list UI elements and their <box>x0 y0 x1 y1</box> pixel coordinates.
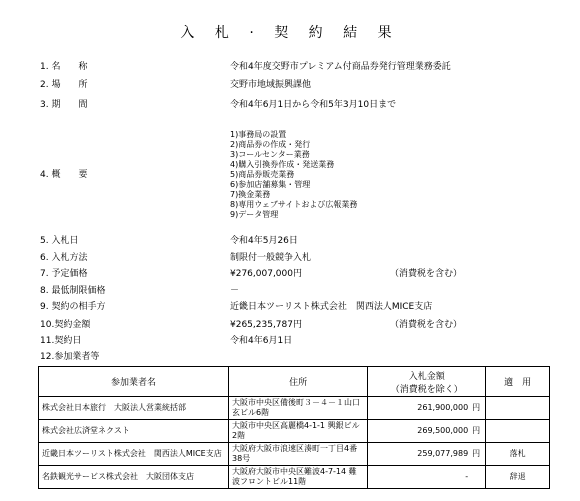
bidder-applicable: 落札 <box>486 443 550 466</box>
bidder-amount-cell <box>368 466 486 489</box>
item-contract-amount <box>40 318 550 332</box>
item-location <box>40 78 550 92</box>
item-label: 9. 契約の相手方 <box>40 302 106 312</box>
item-label: 4. 概 要 <box>40 170 88 180</box>
bidder-address: 大阪市中央区高麗橋4-1-1 興銀ビル2階 <box>228 420 367 443</box>
header-amount-line2: （消費税を除く） <box>390 384 463 395</box>
page-title: 入 札 · 契 約 結 果 <box>180 25 400 41</box>
item-value: 令和4年6月1日 <box>230 336 293 346</box>
scope-item: 4)購入引換券作成・発送業務 <box>230 160 335 169</box>
header-applicable: 適 用 <box>486 367 550 397</box>
item-value: 交野市地域振興課他 <box>230 80 312 90</box>
table-row <box>39 397 550 420</box>
item-label: 2. 場 所 <box>40 80 88 90</box>
bidder-applicable <box>486 420 550 443</box>
scope-list <box>230 130 357 220</box>
item-note: （消費税を含む） <box>390 269 463 279</box>
bidder-address: 大阪市中央区備後町３－４－１山口玄ビル6階 <box>228 397 367 420</box>
scope-item: 6)参加店舗募集・管理 <box>230 180 311 189</box>
scope-item: 5)商品券販売業務 <box>230 170 295 179</box>
bidder-name: 名鉄観光サービス株式会社 大阪団体支店 <box>39 466 229 489</box>
bidder-amount: - <box>465 472 469 481</box>
header-amount <box>368 367 486 397</box>
item-bid-date <box>40 234 550 248</box>
item-label: 5. 入札日 <box>40 236 79 246</box>
item-label: 8. 最低制限価格 <box>40 286 106 296</box>
bidder-amount: 259,077,989 <box>417 449 469 458</box>
bidder-applicable: 辞退 <box>486 466 550 489</box>
item-value: 近畿日本ツーリスト株式会社 関西法人MICE支店 <box>230 302 433 312</box>
item-label: 7. 予定価格 <box>40 269 88 279</box>
item-label: 3. 期 間 <box>40 100 88 110</box>
item-value: 令和4年5月26日 <box>230 236 298 246</box>
item-label: 12.参加業者等 <box>40 352 100 362</box>
item-name <box>40 60 550 74</box>
bidders-table <box>38 366 550 489</box>
table-row <box>39 443 550 466</box>
item-note: （消費税を含む） <box>390 320 463 330</box>
scope-item: 7)換金業務 <box>230 190 271 199</box>
bidder-name: 株式会社日本旅行 大阪法人営業統括部 <box>39 397 229 420</box>
bidder-amount-cell <box>368 420 486 443</box>
scope-item: 2)商品券の作成・発行 <box>230 140 311 149</box>
bidder-amount: 261,900,000 <box>417 403 469 412</box>
bidder-name: 株式会社広済堂ネクスト <box>39 420 229 443</box>
bidder-amount-cell <box>368 443 486 466</box>
header-address: 住所 <box>228 367 367 397</box>
header-name: 参加業者名 <box>39 367 229 397</box>
item-label: 6. 入札方法 <box>40 253 88 263</box>
item-value: ¥265,235,787円 <box>230 320 302 330</box>
scope-item: 3)コールセンター業務 <box>230 150 310 159</box>
yen-unit: 円 <box>472 403 481 412</box>
item-contract-date <box>40 334 550 348</box>
item-planned-price <box>40 267 550 281</box>
table-row <box>39 420 550 443</box>
item-value: － <box>230 286 240 296</box>
bidder-amount: 269,500,000 <box>417 426 469 435</box>
bidder-applicable <box>486 397 550 420</box>
item-participants <box>40 350 550 364</box>
scope-item: 8)専用ウェブサイトおよび広報業務 <box>230 200 358 209</box>
item-value: 令和4年6月1日から令和5年3月10日まで <box>230 100 397 110</box>
yen-unit: 円 <box>472 449 481 458</box>
scope-item: 9)データ管理 <box>230 210 279 219</box>
item-contractor <box>40 300 550 314</box>
item-value: 制限付一般競争入札 <box>230 253 312 263</box>
item-label: 1. 名 称 <box>40 62 88 72</box>
table-header-row <box>39 367 550 397</box>
item-value: ¥276,007,000円 <box>230 269 302 279</box>
item-bid-method <box>40 251 550 265</box>
bidder-amount-cell <box>368 397 486 420</box>
scope-item: 1)事務局の設置 <box>230 130 287 139</box>
item-label: 10.契約金額 <box>40 320 91 330</box>
yen-unit: 円 <box>472 426 481 435</box>
table-row <box>39 466 550 489</box>
bidder-address: 大阪府大阪市浪速区湊町一丁目4番38号 <box>228 443 367 466</box>
item-min-price <box>40 284 550 298</box>
item-period <box>40 98 550 112</box>
item-label: 11.契約日 <box>40 336 82 346</box>
item-value: 令和4年度交野市プレミアム付商品券発行管理業務委託 <box>230 62 451 72</box>
bidder-name: 近畿日本ツーリスト株式会社 関西法人MICE支店 <box>39 443 229 466</box>
bidder-address: 大阪府大阪市中央区難波4-7-14 難波フロントビル11階 <box>228 466 367 489</box>
header-amount-line1: 入札金額 <box>408 371 445 382</box>
